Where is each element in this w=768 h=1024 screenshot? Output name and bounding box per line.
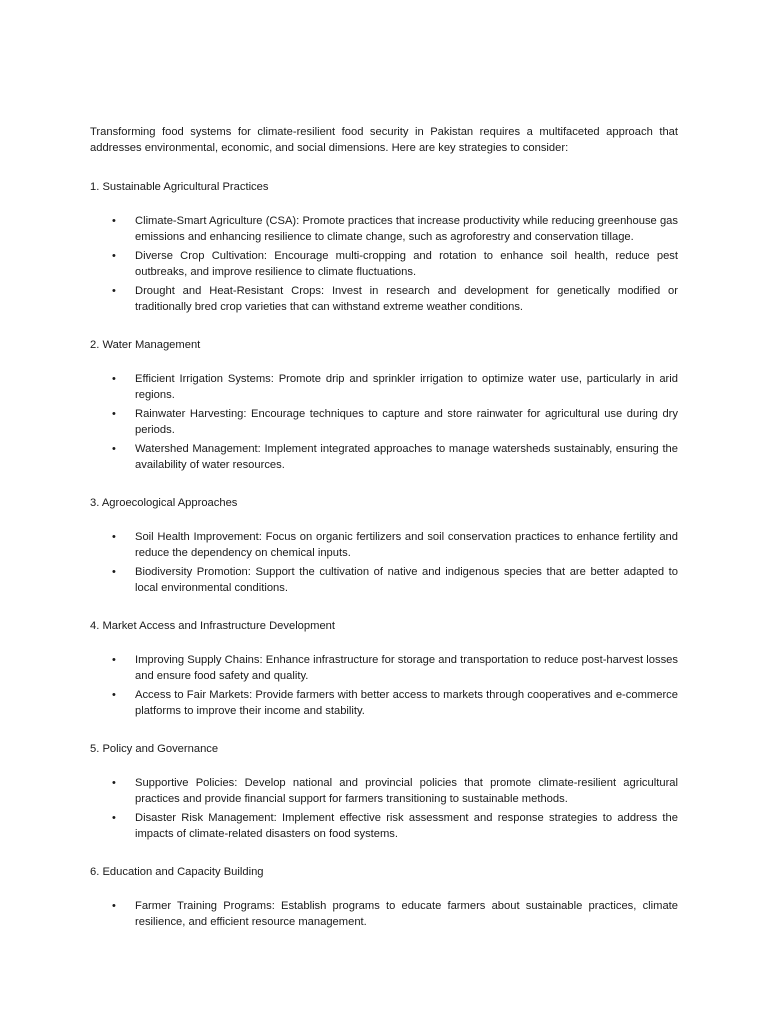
bullet-icon: •	[112, 689, 116, 701]
section-heading: 1. Sustainable Agricultural Practices	[90, 181, 269, 193]
bullet-icon: •	[112, 443, 116, 455]
list-item-text: Farmer Training Programs: Establish programs to educate farmers about sustainable practices, climate resilience, and efficient resource management.	[135, 900, 678, 928]
bullet-icon: •	[112, 812, 116, 824]
section-market-access	[90, 618, 678, 719]
list-item	[90, 564, 678, 596]
list-item-text: Disaster Risk Management: Implement effective risk assessment and response strategies to address the impacts of climate-related disasters on food systems.	[135, 812, 678, 840]
section-heading: 2. Water Management	[90, 339, 201, 351]
list-item	[90, 283, 678, 315]
section-sustainable-agriculture	[90, 179, 678, 315]
intro-paragraph: Transforming food systems for climate-resilient food security in Pakistan requires a multifaceted approach that addresses environmental, economic, and social dimensions. Here are key strategies to consider:	[90, 126, 678, 154]
bullet-list	[90, 371, 678, 473]
list-item	[90, 810, 678, 842]
list-item	[90, 371, 678, 403]
list-item	[90, 775, 678, 807]
list-item-text: Supportive Policies: Develop national and provincial policies that promote climate-resilient agricultural practices and provide financial support for farmers transitioning to sustainable methods.	[135, 777, 678, 805]
bullet-icon: •	[112, 900, 116, 912]
section-heading: 4. Market Access and Infrastructure Development	[90, 620, 335, 632]
bullet-icon: •	[112, 373, 116, 385]
section-agroecological-approaches	[90, 495, 678, 596]
list-item	[90, 687, 678, 719]
bullet-icon: •	[112, 777, 116, 789]
list-item	[90, 441, 678, 473]
list-item-text: Improving Supply Chains: Enhance infrastructure for storage and transportation to reduce post-harvest losses and ensure food safety and quality.	[135, 654, 678, 682]
list-item-text: Soil Health Improvement: Focus on organic fertilizers and soil conservation practices to enhance fertility and reduce the dependency on chemical inputs.	[135, 531, 678, 559]
list-item-text: Access to Fair Markets: Provide farmers with better access to markets through cooperatives and e-commerce platforms to improve their income and stability.	[135, 689, 678, 717]
bullet-list	[90, 213, 678, 315]
list-item	[90, 248, 678, 280]
bullet-icon: •	[112, 531, 116, 543]
list-item	[90, 652, 678, 684]
section-heading: 6. Education and Capacity Building	[90, 866, 264, 878]
bullet-list	[90, 775, 678, 842]
list-item-text: Drought and Heat-Resistant Crops: Invest in research and development for genetically modified or traditionally bred crop varieties that can withstand extreme weather conditions.	[135, 285, 678, 313]
list-item	[90, 213, 678, 245]
list-item	[90, 898, 678, 930]
list-item	[90, 406, 678, 438]
bullet-list	[90, 652, 678, 719]
bullet-icon: •	[112, 408, 116, 420]
bullet-icon: •	[112, 215, 116, 227]
list-item-text: Watershed Management: Implement integrated approaches to manage watersheds sustainably, ensuring the availability of water resources.	[135, 443, 678, 471]
list-item-text: Biodiversity Promotion: Support the cultivation of native and indigenous species that are better adapted to local environmental conditions.	[135, 566, 678, 594]
bullet-list	[90, 529, 678, 596]
bullet-list	[90, 898, 678, 930]
list-item-text: Rainwater Harvesting: Encourage techniques to capture and store rainwater for agricultural use during dry periods.	[135, 408, 678, 436]
list-item-text: Diverse Crop Cultivation: Encourage multi-cropping and rotation to enhance soil health, reduce pest outbreaks, and improve resilience to climate fluctuations.	[135, 250, 678, 278]
list-item-text: Efficient Irrigation Systems: Promote drip and sprinkler irrigation to optimize water use, particularly in arid regions.	[135, 373, 678, 401]
section-education-capacity	[90, 864, 678, 930]
bullet-icon: •	[112, 285, 116, 297]
bullet-icon: •	[112, 654, 116, 666]
section-heading: 5. Policy and Governance	[90, 743, 219, 755]
section-heading: 3. Agroecological Approaches	[90, 497, 238, 509]
bullet-icon: •	[112, 566, 116, 578]
list-item	[90, 529, 678, 561]
bullet-icon: •	[112, 250, 116, 262]
list-item-text: Climate-Smart Agriculture (CSA): Promote practices that increase productivity while reducing greenhouse gas emissions and enhancing resilience to climate change, such as agroforestry and conservation tillage.	[135, 215, 678, 243]
section-policy-governance	[90, 741, 678, 842]
section-water-management	[90, 337, 678, 473]
